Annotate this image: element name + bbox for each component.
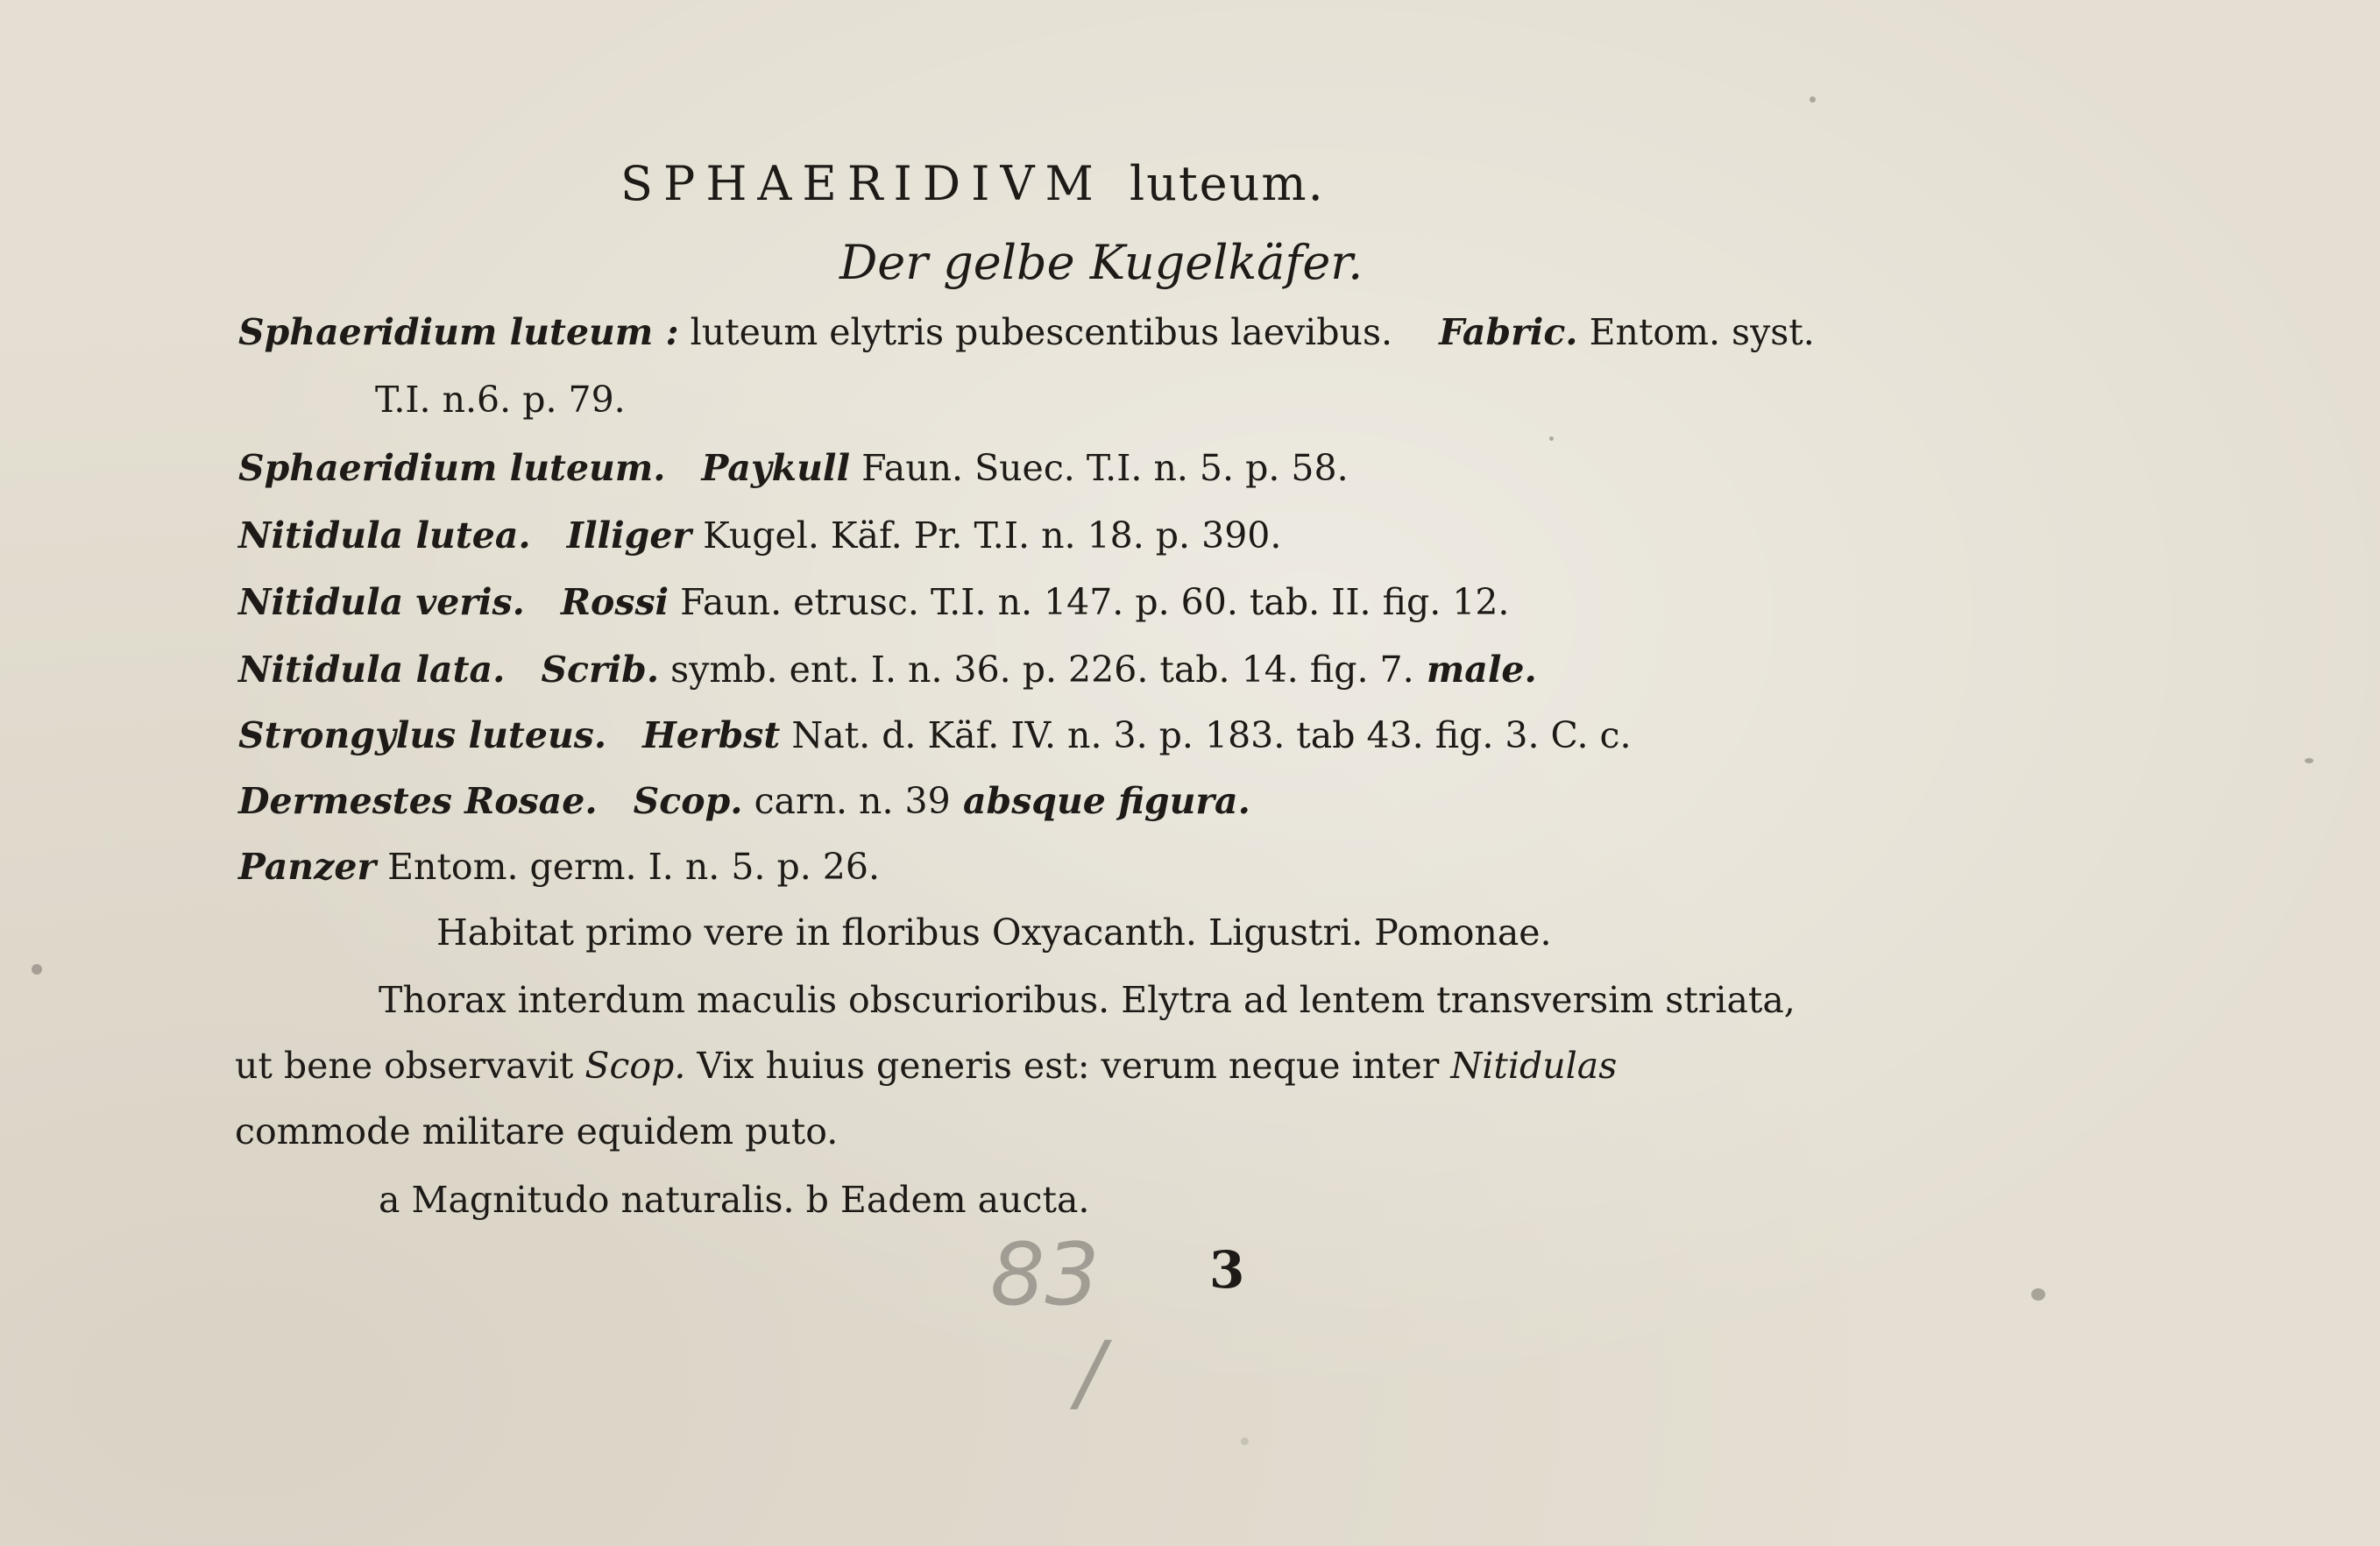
synonym-ref: Nat. d. Käf. IV. n. 3. p. 183. tab 43. fig. 3. C. c. xyxy=(780,714,1632,756)
synonym-line xyxy=(238,311,1815,353)
synonym-author: Scop. xyxy=(633,780,743,822)
pencil-stroke: / xyxy=(1076,1323,1105,1422)
synonym-line xyxy=(238,581,1509,623)
paper-speck xyxy=(1549,436,1554,441)
synonym-name: Nitidula lata. xyxy=(238,649,506,691)
paper-speck xyxy=(2305,758,2313,763)
description-line: Thorax interdum maculis obscurioribus. Elytra ad lentem transversim striata, xyxy=(379,979,1796,1021)
paper-speck xyxy=(2031,1288,2045,1301)
synonym-text: luteum elytris pubescentibus laevibus. xyxy=(678,311,1393,353)
figure-legend: a Magnitudo naturalis. b Eadem aucta. xyxy=(379,1179,1090,1221)
synonym-ref: Kugel. Käf. Pr. T.I. n. 18. p. 390. xyxy=(691,514,1282,557)
synonym-author: Fabric. xyxy=(1439,311,1578,353)
synonym-line xyxy=(238,846,880,888)
synonym-name: Nitidula veris. xyxy=(238,581,525,623)
description-line xyxy=(235,1045,1617,1087)
synonym-ref: Faun. etrusc. T.I. n. 147. p. 60. tab. II. fig. 12. xyxy=(669,581,1510,623)
paper-speck xyxy=(1810,96,1816,103)
synonym-line xyxy=(238,649,1537,691)
habitat-text: Habitat primo vere in floribus Oxyacanth. Ligustri. Pomonae. xyxy=(436,911,1552,954)
synonym-note: male. xyxy=(1413,649,1537,691)
page-subtitle: Der gelbe Kugelkäfer. xyxy=(839,235,1364,290)
synonym-line xyxy=(375,379,626,421)
synonym-name: Nitidula lutea. xyxy=(238,514,531,557)
description-genus: Nitidulas xyxy=(1450,1045,1618,1087)
synonym-author: Illiger xyxy=(566,514,692,557)
description-line: commode militare equidem puto. xyxy=(235,1110,839,1152)
page-title xyxy=(620,156,1325,211)
synonym-name: Dermestes Rosae. xyxy=(238,780,598,822)
synonym-name: Sphaeridium luteum. xyxy=(238,447,666,489)
synonym-ref: Entom. syst. xyxy=(1577,311,1815,353)
synonym-ref: carn. n. 39 xyxy=(742,780,951,822)
synonym-author: Rossi xyxy=(560,581,669,623)
synonym-author: Herbst xyxy=(642,714,781,756)
synonym-author: Panzer xyxy=(238,846,377,888)
description-author: Scop. xyxy=(584,1045,686,1087)
title-genus: SPHAERIDIVM xyxy=(620,156,1104,211)
handwritten-number: 83 xyxy=(990,1225,1100,1325)
synonym-note: absque figura. xyxy=(950,780,1250,822)
synonym-ref: Entom. germ. I. n. 5. p. 26. xyxy=(376,846,880,888)
description-text: Vix huius generis est: verum neque inter xyxy=(685,1045,1451,1087)
synonym-author: Paykull xyxy=(701,447,851,489)
synonym-ref: Faun. Suec. T.I. n. 5. p. 58. xyxy=(850,447,1349,489)
synonym-line xyxy=(238,447,1349,489)
page-number: 3 xyxy=(1209,1240,1245,1300)
synonym-name: Strongylus luteus. xyxy=(238,714,607,756)
synonym-ref: T.I. n.6. p. 79. xyxy=(375,379,626,421)
synonym-name: Sphaeridium luteum : xyxy=(238,311,679,353)
synonym-line xyxy=(238,514,1281,557)
synonym-author: Scrib. xyxy=(541,649,660,691)
synonym-ref: symb. ent. I. n. 36. p. 226. tab. 14. fig. 7. xyxy=(659,649,1414,691)
title-species: luteum. xyxy=(1129,156,1325,211)
synonym-line xyxy=(238,714,1632,756)
paper-speck xyxy=(1241,1437,1249,1445)
synonym-line xyxy=(238,780,1250,822)
paper-speck xyxy=(32,964,42,975)
description-text: ut bene observavit xyxy=(235,1045,585,1087)
